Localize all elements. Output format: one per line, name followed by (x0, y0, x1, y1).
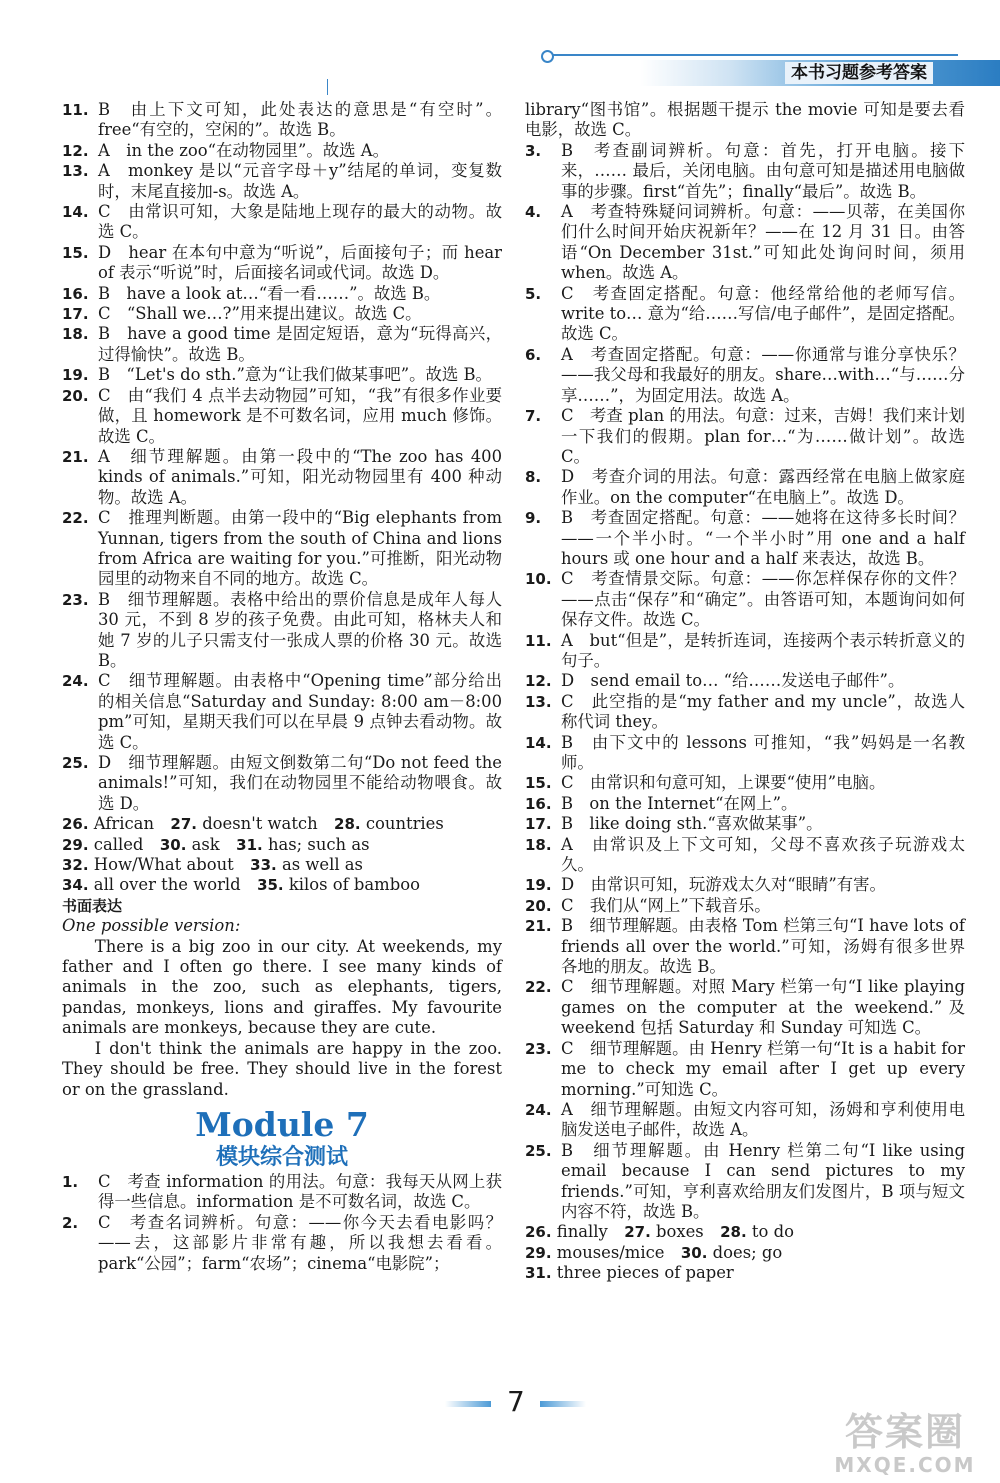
answer-text: A monkey 是以“元音字母＋y”结尾的单词，变复数时，末尾直接加-s。故选 A。 (98, 161, 502, 201)
answer-text: A but“但是”，是转折连词，连接两个表示转折意义的句子。 (561, 630, 965, 670)
answer-item (62, 304, 502, 324)
answer-text: B 细节理解题。由 Henry 栏第二句“I like using email because I can send pictures to my friends.”可知，亨利喜欢给朋友们发图片，B 项与短文内容不符，故选 B。 (561, 1140, 965, 1221)
right-continuation: library“图书馆”。根据题干提示 the movie 可知是要去看电影，故选 C。 (525, 100, 965, 140)
answer-number: 16. (62, 284, 89, 303)
answer-number: 23. (62, 590, 89, 609)
answer-number: 10. (525, 570, 552, 589)
fill-answer: as well as (281, 855, 363, 875)
fill-row (525, 1243, 965, 1263)
fill-number: 28. (334, 815, 361, 834)
answer-number: 4. (525, 203, 542, 222)
answer-text: C 推理判断题。由第一段中的“Big elephants from Yunnan, tigers from the south of China and lions from Africa are waiting for you.”可推断，阳光动物园里的动物来自不同的地方。故选 C。 (98, 508, 502, 589)
answer-item (525, 631, 965, 672)
answer-text: C 考查情景交际。句意：——你怎样保存你的文件？——点击“保存”和“确定”。由答语可知，本题询问如何保存文件。故选 C。 (561, 569, 965, 630)
fill-answer: has; such as (267, 834, 370, 854)
answer-item (525, 141, 965, 202)
answer-number: 11. (525, 631, 552, 650)
answer-item (525, 773, 965, 793)
answer-number: 11. (62, 101, 89, 119)
answer-text: D hear 在本句中意为“听说”，后面接句子；而 hear of 表示“听说”时，后面接名词或代词。故选 D。 (98, 242, 502, 283)
fill-answer: does; go (712, 1242, 783, 1262)
fill-number: 27. (170, 815, 197, 834)
fill-number: 31. (236, 835, 263, 854)
answer-number: 18. (62, 325, 89, 344)
answer-item (525, 977, 965, 1038)
answer-number: 16. (525, 794, 552, 813)
answer-text: A 由常识及上下文可知，父母不喜欢孩子玩游戏太久。 (561, 834, 965, 875)
answer-number: 24. (525, 1100, 552, 1119)
fill-answer: to do (751, 1222, 794, 1242)
right-answer-list (525, 141, 965, 1223)
answer-item (525, 467, 965, 508)
fill-number: 27. (624, 1223, 651, 1242)
fill-row (525, 1263, 965, 1283)
answer-item (525, 508, 965, 569)
answer-number: 12. (62, 141, 89, 160)
answer-text: C 细节理解题。由 Henry 栏第一句“It is a habit for me to check my email after I get up every morning.”可知选 C。 (561, 1038, 965, 1099)
answer-number: 5. (525, 284, 542, 303)
answer-number: 2. (62, 1213, 79, 1232)
answer-item (525, 284, 965, 345)
fill-answer: three pieces of paper (556, 1263, 734, 1283)
answer-number: 19. (62, 366, 89, 385)
answer-text: B 细节理解题。由表格 Tom 栏第三句“I have lots of friends all over the world.”可知，汤姆有很多世界各地的朋友。故选 B。 (561, 916, 965, 977)
answer-item (525, 1141, 965, 1223)
essay-paragraph-1: There is a big zoo in our city. At weekends, my father and I often go there. I see many kinds of animals in the zoo, such as elephants, tigers, pandas, monkeys, lions and giraffes. My favourite animals are monkeys, because they are cute. (62, 936, 502, 1038)
answer-number: 12. (525, 672, 552, 691)
answer-text: C 此空指的是“my father and my uncle”，故选人称代词 they。 (561, 691, 965, 732)
answer-item (62, 1172, 502, 1213)
fill-answer: African (93, 814, 154, 834)
answer-item (62, 590, 502, 672)
answer-item (62, 365, 502, 385)
fill-number: 33. (250, 856, 277, 875)
left-fill-answers (62, 814, 502, 896)
answer-item (525, 406, 965, 467)
answer-text: C 由常识和句意可知，上课要“使用”电脑。 (561, 773, 886, 793)
answer-text: B like doing sth.“喜欢做某事”。 (561, 814, 823, 834)
answer-number: 17. (525, 815, 552, 834)
answer-item (62, 100, 502, 141)
answer-text: C 细节理解题。由表格中“Opening time”部分给出的相关信息“Saturday and Sunday: 8:00 am－8:00 pm”可知，星期天我们可以在早晨 9 点钟去看动物。故选 C。 (98, 671, 502, 752)
answer-item (62, 141, 502, 161)
answer-text: D send email to… “给……发送电子邮件”。 (561, 671, 905, 691)
answer-item (525, 1100, 965, 1141)
fill-answer: mouses/mice (556, 1242, 665, 1262)
answer-item (62, 284, 502, 304)
answer-item (62, 671, 502, 753)
fill-answer: kilos of bamboo (288, 875, 420, 895)
answer-text: C 考查 information 的用法。句意：我每天从网上获得一些信息。information 是不可数名词，故选 C。 (98, 1171, 502, 1212)
fill-answer: finally (556, 1222, 608, 1242)
answer-number: 13. (525, 692, 552, 711)
answer-text: C “Shall we…?”用来提出建议。故选 C。 (98, 304, 422, 324)
watermark-bottom: MXQE.COM (834, 1453, 976, 1477)
answer-item (525, 733, 965, 774)
fill-number: 30. (159, 835, 187, 854)
answer-text: A 细节理解题。由第一段中的“The zoo has 400 kinds of animals.”可知，阳光动物园里有 400 种动物。故选 A。 (98, 446, 502, 507)
answer-number: 15. (525, 774, 552, 793)
answer-item (525, 896, 965, 916)
fill-row (62, 855, 502, 875)
answer-item (62, 447, 502, 508)
fill-answer: countries (365, 814, 444, 834)
fill-answer: ask (191, 834, 220, 854)
answer-text: D 由常识可知，玩游戏太久对“眼睛”有害。 (561, 875, 886, 895)
right-fill-answers (525, 1222, 965, 1283)
answer-item (525, 1039, 965, 1100)
answer-number: 9. (525, 509, 542, 528)
fill-number: 35. (257, 876, 284, 895)
fill-number: 29. (62, 835, 89, 854)
answer-text: A in the zoo“在动物园里”。故选 A。 (98, 140, 389, 160)
page-number: 7 (507, 1385, 525, 1418)
fill-number: 31. (525, 1264, 552, 1283)
answer-item (62, 324, 502, 365)
left-answer-list (62, 100, 502, 814)
answer-text: C 考查 plan 的用法。句意：过来，吉姆！我们来计划一下我们的假期。plan for…“为……做计划”。故选 C。 (561, 406, 965, 466)
answer-number: 8. (525, 468, 542, 487)
fill-answer: boxes (656, 1222, 704, 1242)
answer-item (62, 753, 502, 814)
header-tick (327, 79, 328, 95)
answer-item (525, 916, 965, 977)
answer-item (62, 243, 502, 284)
answer-text: A 考查固定搭配。句意：——你通常与谁分享快乐？——我父母和我最好的朋友。share…with…“与……分享……”，为固定用法。故选 A。 (561, 344, 965, 405)
answer-text: B 由上下文可知，此处表达的意思是“有空时”。free“有空的，空闲的”。故选 B。 (98, 100, 502, 140)
answer-text: C 我们从“网上”下载音乐。 (561, 895, 771, 915)
answer-number: 20. (525, 896, 552, 915)
answer-item (525, 671, 965, 691)
answer-item (525, 345, 965, 406)
answer-text: C 由常识可知，大象是陆地上现存的最大的动物。故选 C。 (98, 202, 502, 242)
module-answer-list (62, 1172, 502, 1274)
module-title: Module 7 (195, 1104, 369, 1144)
fill-number: 28. (720, 1223, 747, 1242)
fill-answer: all over the world (93, 875, 241, 895)
fill-row (62, 814, 502, 834)
answer-text: B 细节理解题。表格中给出的票价信息是成年人每人 30 元，不到 8 岁的孩子免费。由此可知，格林夫人和她 7 岁的儿子只需支付一张成人票的价格 30 元。故选 B。 (98, 589, 502, 670)
fill-answer: called (93, 834, 144, 854)
answer-number: 25. (525, 1141, 552, 1160)
answer-number: 21. (62, 447, 89, 466)
header-label: 本书习题参考答案 (785, 62, 933, 84)
answer-number: 19. (525, 876, 552, 895)
answer-number: 1. (62, 1172, 79, 1191)
answer-text: C 细节理解题。对照 Mary 栏第一句“I like playing games on the computer at the weekend.”及 weekend 包括 Saturday 和 Sunday 可知选 C。 (561, 977, 965, 1038)
answer-number: 23. (525, 1039, 552, 1058)
answer-number: 22. (62, 509, 89, 528)
fill-number: 34. (62, 876, 89, 895)
answer-item (525, 835, 965, 876)
writing-title: 书面表达 (62, 896, 123, 915)
answer-number: 18. (525, 835, 552, 854)
answer-item (525, 794, 965, 814)
fill-number: 26. (525, 1223, 552, 1242)
answer-number: 7. (525, 407, 542, 426)
answer-number: 22. (525, 978, 552, 997)
answer-text: B 考查固定搭配。句意：——她将在这待多长时间？——一个半小时。“一个半小时”用 one and a half hours 或 one hour and a half 来表达，故选 B。 (561, 508, 965, 568)
page-header (0, 0, 1000, 100)
fill-number: 32. (62, 856, 89, 875)
answer-number: 21. (525, 917, 552, 936)
header-dot (541, 50, 554, 63)
answer-number: 14. (62, 203, 89, 222)
writing-essay (62, 937, 502, 1100)
answer-text: A 细节理解题。由短文内容可知，汤姆和亨利使用电脑发送电子邮件，故选 A。 (561, 1099, 965, 1140)
answer-item (525, 814, 965, 834)
right-column (525, 100, 965, 1284)
answer-item (525, 875, 965, 895)
answer-text: B “Let's do sth.”意为“让我们做某事吧”。故选 B。 (98, 365, 492, 385)
watermark (820, 1410, 990, 1480)
fill-number: 30. (680, 1243, 708, 1262)
answer-number: 14. (525, 733, 552, 752)
module-subtitle: 模块综合测试 (215, 1144, 348, 1170)
fill-row (62, 835, 502, 855)
footer-deco-left (445, 1401, 491, 1407)
answer-number: 25. (62, 754, 89, 772)
answer-item (525, 692, 965, 733)
answer-number: 15. (62, 243, 89, 262)
watermark-top: 答案圈 (844, 1410, 965, 1454)
module-heading (62, 1106, 502, 1172)
answer-item (62, 202, 502, 243)
essay-paragraph-2: I don't think the animals are happy in the zoo. They should be free. They should live in the forest or on the grassland. (62, 1038, 502, 1099)
answer-number: 6. (525, 345, 542, 364)
fill-row (525, 1222, 965, 1242)
answer-number: 24. (62, 672, 89, 691)
answer-item (525, 202, 965, 284)
answer-text: B have a look at…“看一看……”。故选 B。 (98, 283, 441, 303)
answer-item (62, 508, 502, 590)
footer-deco-right (540, 1401, 586, 1407)
fill-number: 26. (62, 815, 89, 834)
answer-item (62, 1213, 502, 1274)
writing-subtitle: One possible version: (62, 916, 241, 936)
answer-text: D 考查介词的用法。句意：露西经常在电脑上做家庭作业。on the computer“在电脑上”。故选 D。 (561, 467, 965, 507)
answer-item (62, 386, 502, 447)
left-column (62, 100, 502, 1274)
answer-number: 13. (62, 162, 89, 181)
fill-number: 29. (525, 1243, 552, 1262)
answer-number: 20. (62, 386, 89, 405)
fill-row (62, 875, 502, 895)
answer-text: B 考查副词辨析。句意：首先，打开电脑。接下来，…… 最后，关闭电脑。由句意可知是描述用电脑做事的步骤。first“首先”；finally“最后”。故选 B。 (561, 140, 965, 201)
answer-text: D 细节理解题。由短文倒数第二句“Do not feed the animals!”可知，我们在动物园里不能给动物喂食。故选 D。 (98, 753, 502, 813)
answer-item (525, 569, 965, 630)
fill-answer: How/What about (93, 855, 234, 875)
answer-text: C 考查名词辨析。句意：——你今天去看电影吗？——去，这部影片非常有趣，所以我想去看看。park“公园”；farm“农场”；cinema“电影院”； (98, 1212, 502, 1273)
header-rule (548, 54, 958, 56)
answer-text: B on the Internet“在网上”。 (561, 793, 798, 813)
answer-text: A 考查特殊疑问词辨析。句意：——贝蒂，在美国你们什么时间开始庆祝新年？——在 12 月 31 日。由答语“On December 31st.”可知此处询问时间，须用 when。故选 A。 (561, 202, 965, 283)
answer-text: C 考查固定搭配。句意：他经常给他的老师写信。write to… 意为“给……写信/电子邮件”，是固定搭配。故选 C。 (561, 283, 965, 344)
answer-number: 17. (62, 305, 89, 324)
fill-answer: doesn't watch (202, 814, 318, 834)
answer-number: 3. (525, 141, 542, 160)
answer-item (62, 161, 502, 202)
answer-text: B have a good time 是固定短语，意为“玩得高兴，过得愉快”。故选 B。 (98, 324, 502, 364)
answer-text: C 由“我们 4 点半去动物园”可知，“我”有很多作业要做，且 homework 是不可数名词，应用 much 修饰。故选 C。 (98, 385, 502, 446)
answer-text: B 由下文中的 lessons 可推知，“我”妈妈是一名教师。 (561, 732, 965, 772)
